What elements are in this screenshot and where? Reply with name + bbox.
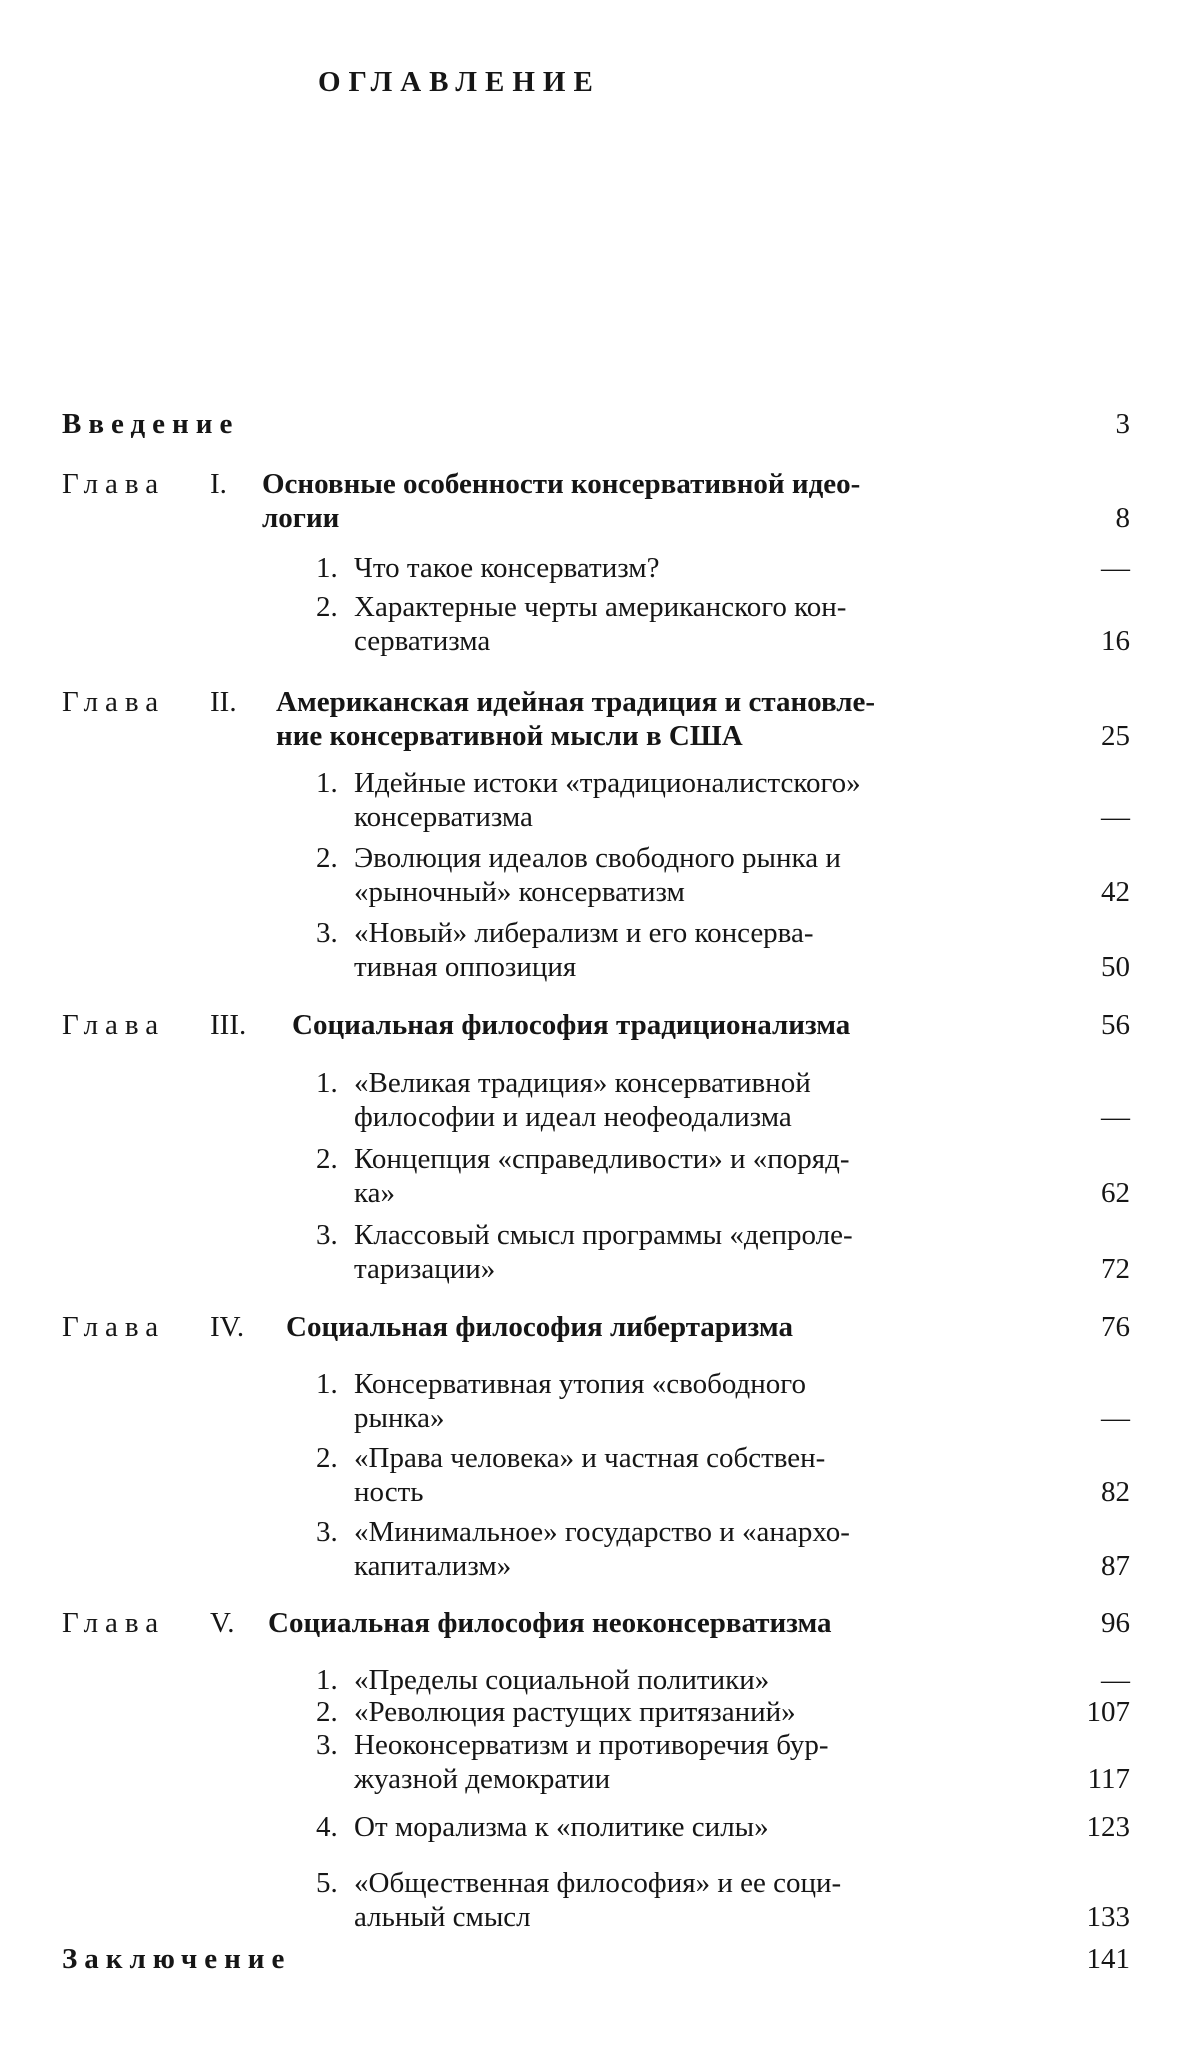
section-number: 1. xyxy=(316,1067,338,1099)
page-number: — xyxy=(1101,801,1130,833)
page-number: — xyxy=(1101,1101,1130,1133)
section-number: 1. xyxy=(316,1664,338,1696)
section-number: 2. xyxy=(316,1442,338,1474)
page-number: 87 xyxy=(1101,1550,1130,1582)
section-number: 2. xyxy=(316,1696,338,1728)
section-title-line: Концепция «справедливости» и «поряд- xyxy=(354,1143,850,1175)
section-number: 3. xyxy=(316,917,338,949)
chapter-title-line: Американская идейная традиция и становле- xyxy=(276,686,876,718)
section-number: 5. xyxy=(316,1867,338,1899)
chapter-number: II. xyxy=(210,686,237,718)
page-number: 72 xyxy=(1101,1253,1130,1285)
section-number: 2. xyxy=(316,591,338,623)
toc-entry-title: Заключение xyxy=(62,1943,292,1975)
chapter-title-line: Основные особенности консервативной идео- xyxy=(262,468,861,500)
section-number: 3. xyxy=(316,1219,338,1251)
chapter-label: Глава xyxy=(62,686,166,718)
section-title-line: жуазной демократии xyxy=(354,1763,611,1795)
section-title-line: Неоконсерватизм и противоречия бур- xyxy=(354,1729,829,1761)
page-number: — xyxy=(1101,1402,1130,1434)
page-number: 16 xyxy=(1101,625,1130,657)
chapter-label: Глава xyxy=(62,1607,166,1639)
section-title-line: таризации» xyxy=(354,1253,496,1285)
page-number: 42 xyxy=(1101,876,1130,908)
section-number: 1. xyxy=(316,1368,338,1400)
section-number: 3. xyxy=(316,1729,338,1761)
section-number: 2. xyxy=(316,1143,338,1175)
chapter-number: V. xyxy=(210,1607,235,1639)
page-number: 50 xyxy=(1101,951,1130,983)
section-title-line: Идейные истоки «традиционалистского» xyxy=(354,767,861,799)
section-title-line: Эволюция идеалов свободного рынка и xyxy=(354,842,841,874)
section-title-line: «рыночный» консерватизм xyxy=(354,876,685,908)
section-number: 1. xyxy=(316,552,338,584)
section-title-line: От морализма к «политике силы» xyxy=(354,1811,769,1843)
section-title-line: «Минимальное» государство и «анархо- xyxy=(354,1516,850,1548)
page-number: — xyxy=(1101,552,1130,584)
section-title-line: Что такое консерватизм? xyxy=(354,552,660,584)
section-number: 1. xyxy=(316,767,338,799)
page-number: 107 xyxy=(1086,1696,1130,1728)
section-title-line: философии и идеал неофеодализма xyxy=(354,1101,792,1133)
chapter-label: Глава xyxy=(62,1311,166,1343)
page-title: ОГЛАВЛЕНИЕ xyxy=(318,66,601,98)
page-number: — xyxy=(1101,1664,1130,1696)
section-title-line: консерватизма xyxy=(354,801,533,833)
page-number: 3 xyxy=(1115,408,1130,440)
chapter-label: Глава xyxy=(62,1009,166,1041)
chapter-number: III. xyxy=(210,1009,247,1041)
section-title-line: рынка» xyxy=(354,1402,445,1434)
section-title-line: «Права человека» и частная собствен- xyxy=(354,1442,826,1474)
page-number: 133 xyxy=(1086,1901,1130,1933)
toc-entry-title: Введение xyxy=(62,408,240,440)
page-number: 56 xyxy=(1101,1009,1130,1041)
section-title-line: тивная оппозиция xyxy=(354,951,577,983)
page-number: 96 xyxy=(1101,1607,1130,1639)
section-title-line: «Революция растущих притязаний» xyxy=(354,1696,796,1728)
section-title-line: «Общественная философия» и ее соци- xyxy=(354,1867,842,1899)
page-number: 25 xyxy=(1101,720,1130,752)
page-number: 82 xyxy=(1101,1476,1130,1508)
chapter-number: I. xyxy=(210,468,227,500)
page-number: 141 xyxy=(1086,1943,1130,1975)
section-title-line: ность xyxy=(354,1476,424,1508)
page-number: 76 xyxy=(1101,1311,1130,1343)
section-title-line: альный смысл xyxy=(354,1901,531,1933)
section-title-line: серватизма xyxy=(354,625,491,657)
page-number: 123 xyxy=(1086,1811,1130,1843)
section-title-line: «Новый» либерализм и его консерва- xyxy=(354,917,814,949)
chapter-title-line: Социальная философия неоконсерватизма xyxy=(268,1607,832,1639)
section-title-line: Классовый смысл программы «депроле- xyxy=(354,1219,853,1251)
chapter-title-line: ние консервативной мысли в США xyxy=(276,720,743,752)
chapter-number: IV. xyxy=(210,1311,245,1343)
page-number: 8 xyxy=(1115,502,1130,534)
section-number: 3. xyxy=(316,1516,338,1548)
page-number: 117 xyxy=(1087,1763,1130,1795)
section-title-line: капитализм» xyxy=(354,1550,512,1582)
chapter-title-line: Социальная философия либертаризма xyxy=(286,1311,793,1343)
section-title-line: ка» xyxy=(354,1177,396,1209)
section-title-line: Консервативная утопия «свободного xyxy=(354,1368,806,1400)
section-title-line: «Великая традиция» консервативной xyxy=(354,1067,811,1099)
section-title-line: «Пределы социальной политики» xyxy=(354,1664,770,1696)
chapter-label: Глава xyxy=(62,468,166,500)
chapter-title-line: Социальная философия традиционализма xyxy=(292,1009,851,1041)
page-number: 62 xyxy=(1101,1177,1130,1209)
section-number: 4. xyxy=(316,1811,338,1843)
section-title-line: Характерные черты американского кон- xyxy=(354,591,847,623)
chapter-title-line: логии xyxy=(262,502,340,534)
section-number: 2. xyxy=(316,842,338,874)
